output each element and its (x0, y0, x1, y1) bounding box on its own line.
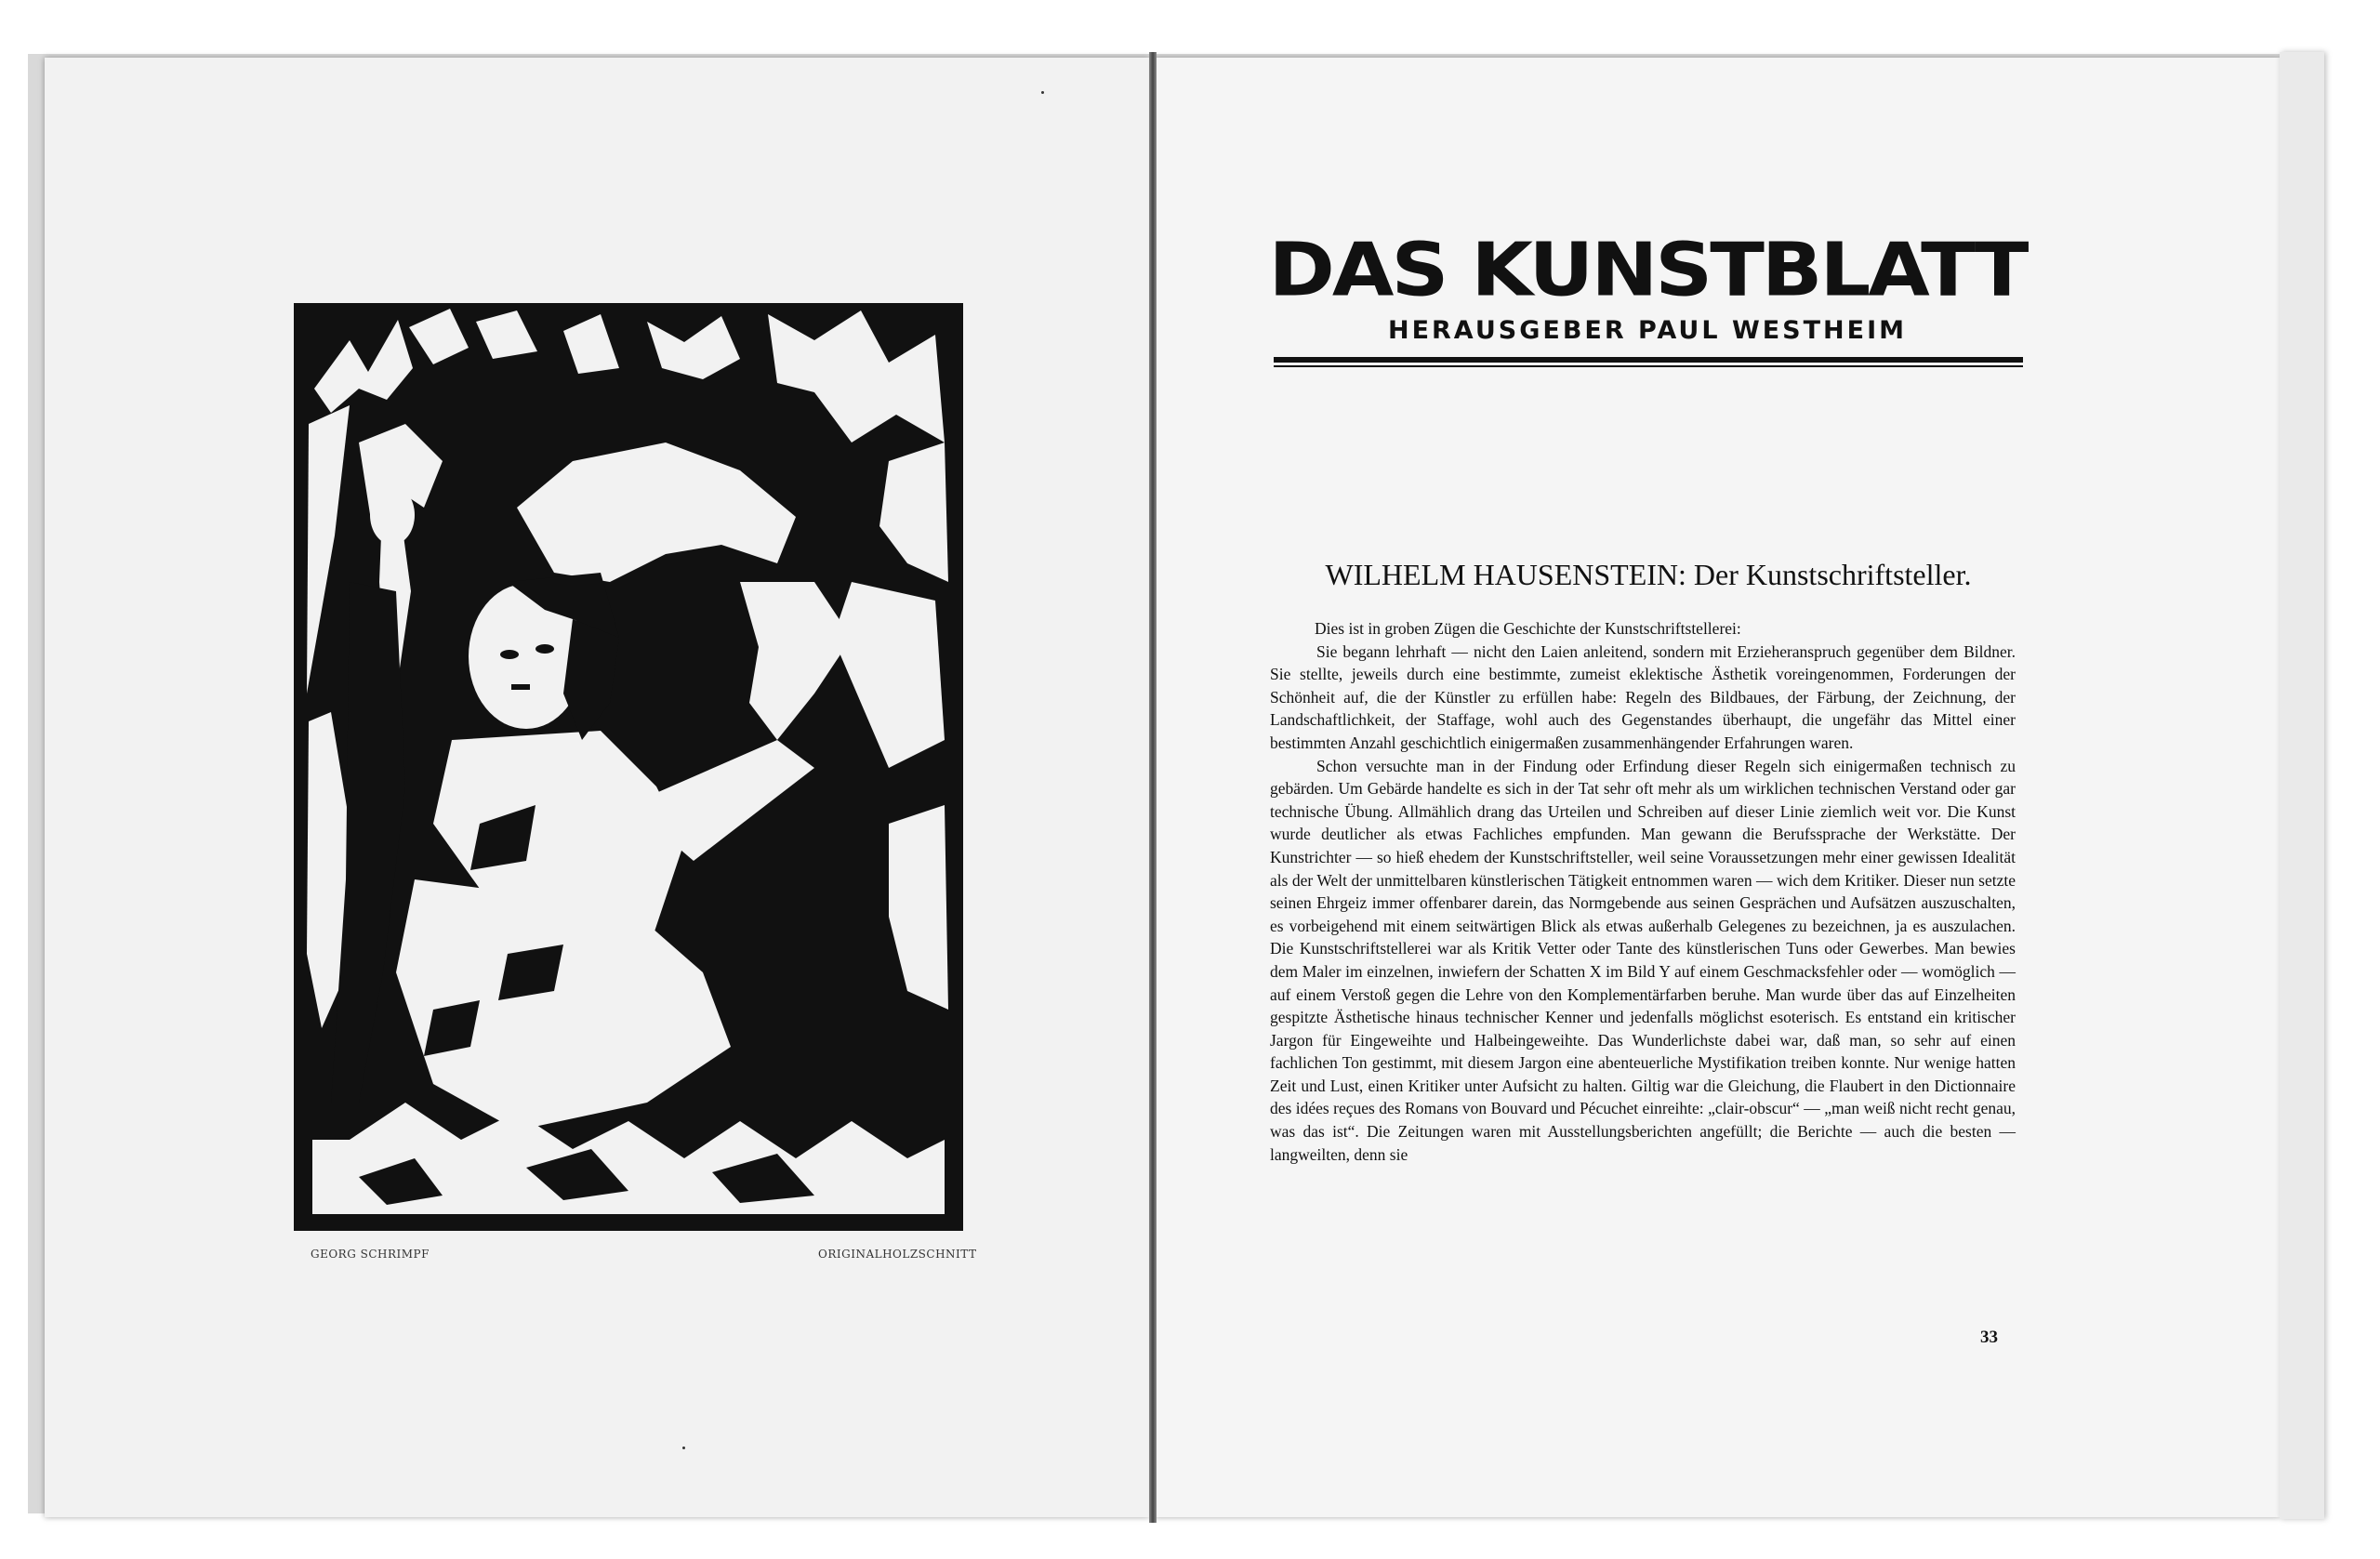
page-stack-edge (2280, 52, 2324, 1519)
article-paragraph: Sie begann lehrhaft — nicht den Laien anleitend, sondern mit Erzieheranspruch gegenüber dem Bildner. Sie stellte, jeweils durch eine bestimmte, zumeist eklektische Ästhetik voreingenommen, Forderungen der Schönheit auf, die der Künstler zu erfüllen habe: Regeln des Bildbaues, der Färbung, der Zeichnung, der Landschaftlichkeit, der Staffage, wohl auch des Gegenstandes überhaupt, die ungefähr das Mittel einer bestimmten Anzahl geschichtlich einigermaßen zusammenhängender Erfahrungen waren. (1270, 641, 2016, 752)
article-heading: WILHELM HAUSENSTEIN: Der Kunstschriftsteller. (1325, 558, 1972, 591)
paper-speck (1041, 91, 1044, 94)
article-body (1270, 617, 2016, 1166)
page-number: 33 (1980, 1328, 1998, 1347)
woodcut-illustration (294, 303, 963, 1231)
masthead-subtitle: HERAUSGEBER PAUL WESTHEIM (1387, 316, 1908, 345)
masthead-title: DAS KUNSTBLATT (1268, 228, 2027, 313)
book-gutter (1149, 52, 1157, 1523)
illustration-artist-caption: GEORG SCHRIMPF (311, 1248, 430, 1261)
article-paragraph: Schon versuchte man in der Findung oder Erfindung dieser Regeln sich einigermaßen technisch zu gebärden. Um Gebärde handelte es sich in der Tat sehr oft mehr als um wirklichen technischen Verstand oder gar technische Übung. Allmählich drang das Urteilen und Schreiben auf dieser Linie ziemlich weit vor. Die Kunst wurde deutlicher als etwas Fachliches empfunden. Man gewann die Berufssprache der Werkstätte. Der Kunstrichter — so hieß ehedem der Kunstschriftsteller, weil seine Voraussetzungen mehr einer gewissen Idealität als der Welt der unmittelbaren künstlerischen Tätigkeit entnommen waren — wich dem Kritiker. Dieser nun setzte seinen Ehrgeiz immer offenbarer darein, das Normgebende aus seinen Gesprächen und Aufsätzen auszuschalten, es vorbeigehend mit einem seitwärtigen Blick als etwas außerhalb Gelegenes zu bezeichnen, ja es auszulachen. Die Kunstschriftstellerei war als Kritik Vetter oder Tante des künstlerischen Tuns oder Gewerbes. Man bewies dem Maler im einzelnen, inwiefern der Schatten X im Bild Y auf einem Geschmacksfehler oder — womöglich — auf einem Verstoß gegen die Lehre von den Komplementärfarben beruhe. Man wurde über das auf Einzelheiten gespitzte Ästhetische hinaus technischer Kenner und jedenfalls möglichst esoterisch. Es entstand ein kritischer Jargon für Eingeweihte und Halbeingeweihte. Das Wunderlichste dabei war, daß man, so sehr auf einen fachlichen Ton gestimmt, mit diesem Jargon eine abenteuerliche Mystifikation treiben konnte. Nur wenige hatten Zeit und Lust, einen Kritiker unter Aufsicht zu halten. Giltig war die Gleichung, die Flaubert in den Dictionnaire des idées reçues des Romans von Bouvard und Pécuchet einreihte: „clair-obscur“ — „man weiß nicht recht genau, was das ist“. Die Zeitungen waren mit Ausstellungsberichten angefüllt; die Berichte — auch die besten — langweilten, denn sie (1270, 756, 2016, 1164)
illustration-technique-caption: ORIGINALHOLZSCHNITT (818, 1248, 977, 1261)
article-paragraph: Dies ist in groben Zügen die Geschichte der Kunstschriftstellerei: (1315, 619, 1741, 638)
masthead-rule-thin (1274, 365, 2023, 367)
masthead-rule (1274, 357, 2023, 363)
paper-speck (682, 1447, 685, 1449)
